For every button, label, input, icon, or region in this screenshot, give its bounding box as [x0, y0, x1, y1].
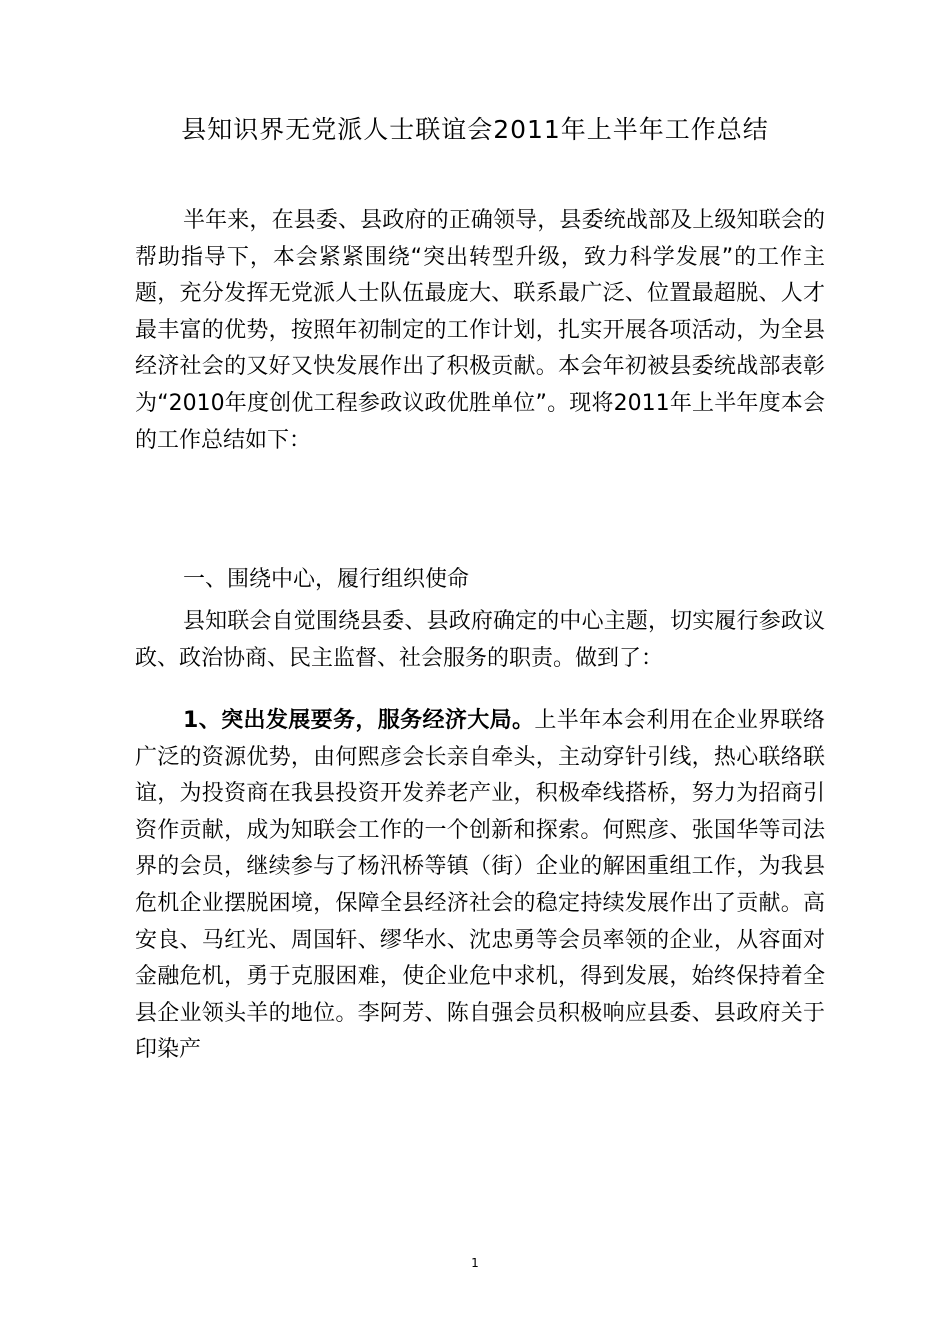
intro-paragraph: 半年来，在县委、县政府的正确领导，县委统战部及上级知联会的帮助指导下，本会紧紧围绕“突出转型升级，致力科学发展”的工作主题，充分发挥无党派人士队伍最庞大、联系最广泛、位置最超脱、人才最丰富的优势，按照年初制定的工作计划，扎实开展各项活动，为全县经济社会的又好又快发展作出了积极贡献。本会年初被县委统战部表彰为“2010年度创优工程参政议政优胜单位”。现将2011年上半年度本会的工作总结如下：	[135, 208, 825, 453]
section-body-paragraph: 县知联会自觉围绕县委、县政府确定的中心主题，切实履行参政议政、政治协商、民主监督、社会服务的职责。做到了：	[135, 609, 825, 671]
item-lead: 1、突出发展要务，服务经济大局。	[183, 708, 535, 733]
item-body: 上半年本会利用在企业界联络广泛的资源优势，由何熙彦会长亲自牵头，主动穿针引线，热心联络联谊，为投资商在我县投资开发养老产业，积极牵线搭桥，努力为招商引资作贡献，成为知联会工作的一个创新和探索。何熙彦、张国华等司法界的会员，继续参与了杨汛桥等镇（街）企业的解困重组工作，为我县危机企业摆脱困境，保障全县经济社会的稳定持续发展作出了贡献。高安良、马红光、周国轩、缪华水、沈忠勇等会员率领的企业，从容面对金融危机，勇于克服困难，使企业危中求机，得到发展，始终保持着全县企业领头羊的地位。李阿芳、陈自强会员积极响应县委、县政府关于印染产	[135, 708, 825, 1063]
section-heading: 一、围绕中心，履行组织使命	[183, 567, 470, 592]
document-title: 县知识界无党派人士联谊会2011年上半年工作总结	[181, 115, 769, 144]
page-number: 1	[471, 1256, 479, 1270]
item-paragraph	[135, 703, 825, 1069]
